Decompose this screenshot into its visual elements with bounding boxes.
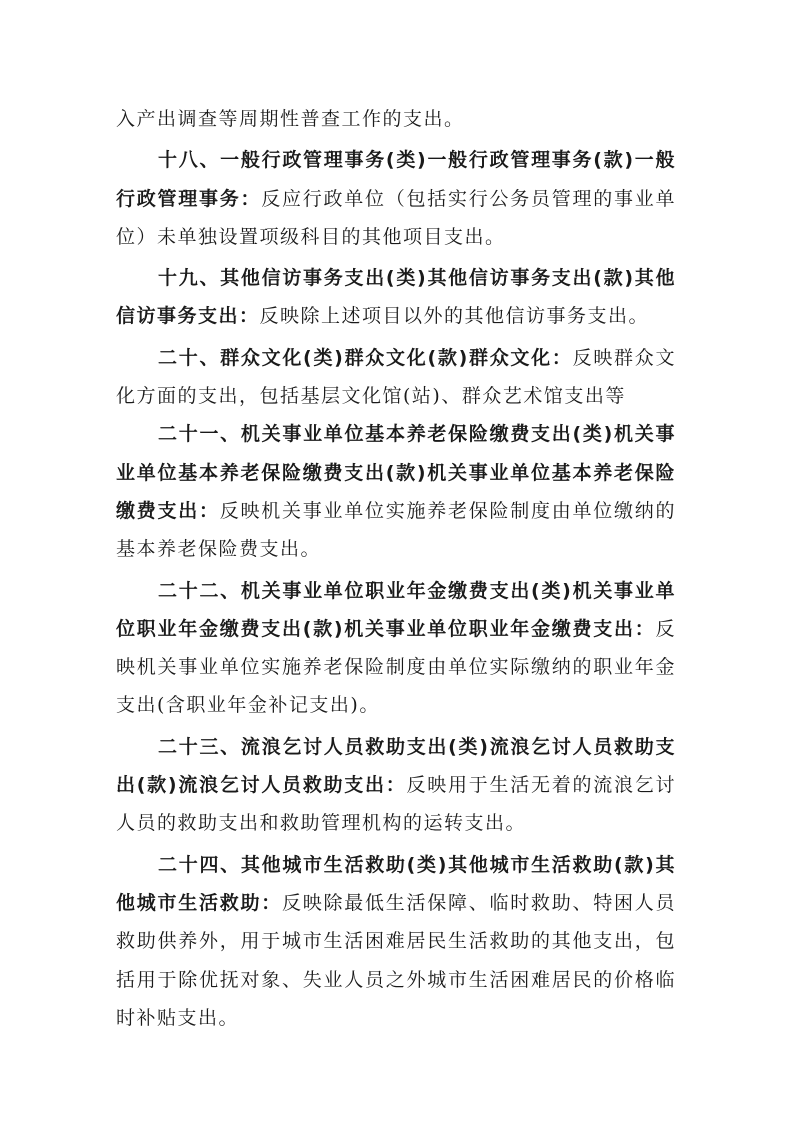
paragraph-text: 反映除上述项目以外的其他信访事务支出。 (259, 305, 650, 328)
paragraph-text: 反映群众文化方面的支出，包括基层文化馆(站)、群众艺术馆支出等 (116, 346, 676, 408)
paragraph-item-20 (116, 339, 676, 416)
paragraph-term: 二十三、流浪乞讨人员救助支出(类)流浪乞讨人员救助支出(款)流浪乞讨人员救助支出： (116, 735, 676, 797)
paragraph-text: 反应行政单位（包括实行公务员管理的事业单位）未单独设置项级科目的其他项目支出。 (116, 187, 676, 248)
paragraph-term: 二十四、其他城市生活救助(类)其他城市生活救助(款)其他城市生活救助： (116, 853, 676, 914)
paragraph-text: 反映除最低生活保障、临时救助、特困人员救助供养外，用于城市生活困难居民生活救助的其他支出，包括用于除优抚对象、失业人员之外城市生活困难居民的价格临时补贴支出。 (116, 891, 676, 1029)
paragraph-term: 十九、其他信访事务支出(类)其他信访事务支出(款)其他信访事务支出： (116, 267, 676, 328)
paragraph-item-22 (116, 572, 676, 725)
paragraph-text: 入产出调查等周期性普查工作的支出。 (116, 108, 465, 130)
paragraph-term: 十八、一般行政管理事务(类)一般行政管理事务(款)一般行政管理事务： (116, 149, 676, 210)
paragraph-term: 二十二、机关事业单位职业年金缴费支出(类)机关事业单位职业年金缴费支出(款)机关事业单位职业年金缴费支出： (116, 579, 676, 640)
paragraph-text: 反映机关事业单位实施养老保险制度由单位实际缴纳的职业年金支出(含职业年金补记支出)。 (116, 617, 676, 717)
document-page (116, 100, 676, 1037)
paragraph-item-24 (116, 846, 676, 1037)
paragraph-item-19 (116, 259, 676, 336)
paragraph-text: 反映用于生活无着的流浪乞讨人员的救助支出和救助管理机构的运转支出。 (116, 774, 676, 835)
paragraph-continuation (116, 100, 676, 138)
paragraph-text: 反映机关事业单位实施养老保险制度由单位缴纳的基本养老保险费支出。 (116, 499, 676, 561)
paragraph-term: 二十一、机关事业单位基本养老保险缴费支出(类)机关事业单位基本养老保险缴费支出(款)机关事业单位基本养老保险缴费支出： (116, 423, 676, 522)
paragraph-term: 二十、群众文化(类)群众文化(款)群众文化： (158, 346, 573, 369)
paragraph-item-18 (116, 141, 676, 256)
paragraph-item-21 (116, 415, 676, 568)
paragraph-item-23 (116, 728, 676, 843)
